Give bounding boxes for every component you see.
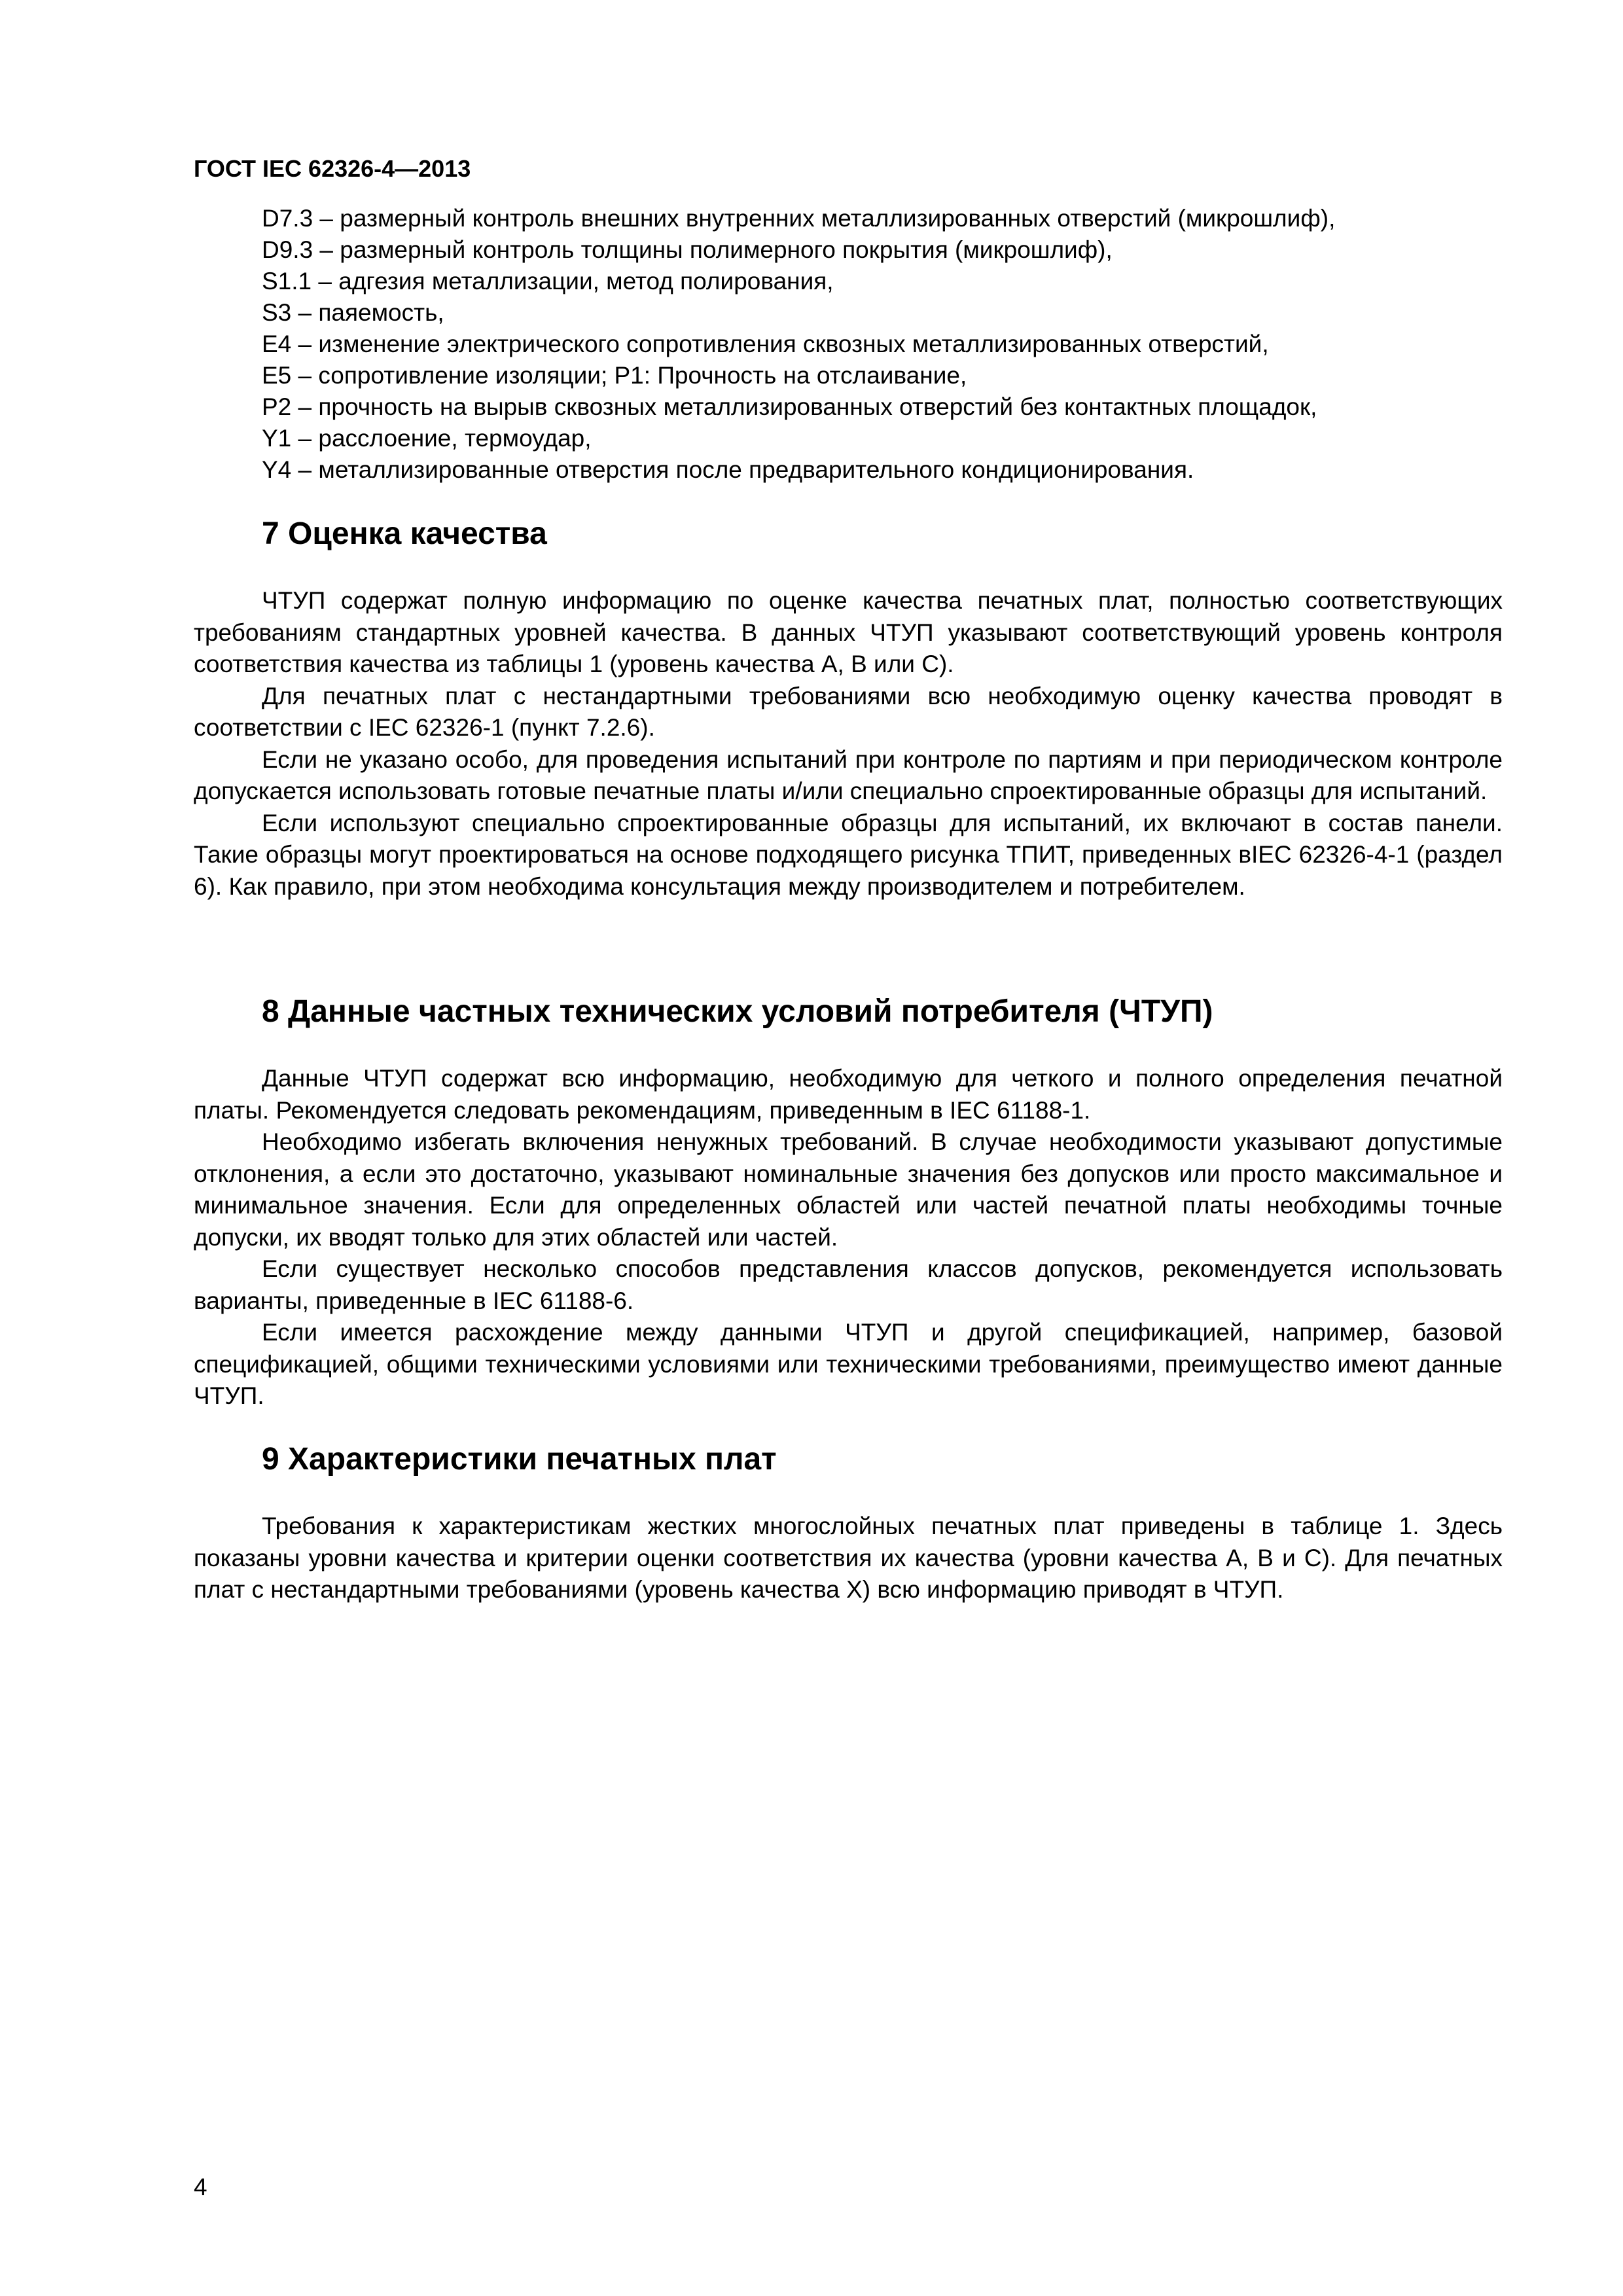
list-item: Y4 – металлизированные отверстия после предварительного кондиционирования. <box>262 456 1194 483</box>
test-method-list <box>194 203 1496 486</box>
section-heading: 9 Характеристики печатных плат <box>262 1442 777 1477</box>
section-heading: 7 Оценка качества <box>262 516 547 551</box>
paragraph: Если не указано особо, для проведения испытаний при контроле по партиям и при периодическом контроле допускается использовать готовые печатные платы и/или специально спроектированные образцы для испытаний. <box>194 745 1503 804</box>
list-item: E5 – сопротивление изоляции; P1: Прочность на отслаивание, <box>262 362 967 389</box>
list-item: D7.3 – размерный контроль внешних внутренних металлизированных отверстий (микрошлиф), <box>262 205 1336 232</box>
list-item: Y1 – расслоение, термоудар, <box>262 425 592 452</box>
section-7 <box>194 514 1503 903</box>
list-item: E4 – изменение электрического сопротивления сквозных металлизированных отверстий, <box>262 331 1269 357</box>
list-item: S3 – паяемость, <box>262 299 444 326</box>
paragraph: Данные ЧТУП содержат всю информацию, необходимую для четкого и полного определения печатной платы. Рекомендуется следовать рекомендациям, приведенным в IEC 61188-1. <box>194 1065 1503 1124</box>
list-item: D9.3 – размерный контроль толщины полимерного покрытия (микрошлиф), <box>262 236 1113 263</box>
paragraph: Если используют специально спроектированные образцы для испытаний, их включают в состав панели. Такие образцы могут проектироваться на основе подходящего рисунка ТПИТ, приведенных вIEC 62326-4-1 (раздел 6). Как правило, при этом необходима консультация между производителем и потребителем. <box>194 809 1503 900</box>
document-header: ГОСТ IEC 62326-4—2013 <box>194 155 471 182</box>
section-8 <box>194 992 1503 1412</box>
paragraph: ЧТУП содержат полную информацию по оценке качества печатных плат, полностью соответствующих требованиям стандартных уровней качества. В данных ЧТУП указывают соответствующий уровень контроля соответствия качества из таблицы 1 (уровень качества А, В или С). <box>194 587 1503 677</box>
paragraph: Необходимо избегать включения ненужных требований. В случае необходимости указывают допустимые отклонения, а если это достаточно, указывают номинальные значения без допусков или просто максимальное и минимальное значения. Если для определенных областей или частей печатной платы необходимы точные допуски, их вводят только для этих областей или частей. <box>194 1128 1503 1251</box>
page-number: 4 <box>194 2174 207 2200</box>
list-item: S1.1 – адгезия металлизации, метод полирования, <box>262 268 834 295</box>
section-heading: 8 Данные частных технических условий потребителя (ЧТУП) <box>262 994 1213 1029</box>
section-9 <box>194 1440 1503 1606</box>
paragraph: Для печатных плат с нестандартными требованиями всю необходимую оценку качества проводят в соответствии с IEC 62326-1 (пункт 7.2.6). <box>194 682 1503 741</box>
paragraph: Требования к характеристикам жестких многослойных печатных плат приведены в таблице 1. Здесь показаны уровни качества и критерии оценки соответствия их качества (уровни качества А, В и С). Для печатных плат с нестандартными требованиями (уровень качества X) всю информацию приводят в ЧТУП. <box>194 1513 1503 1603</box>
list-item: P2 – прочность на вырыв сквозных металлизированных отверстий без контактных площадок, <box>262 393 1317 420</box>
paragraph: Если существует несколько способов представления классов допусков, рекомендуется использовать варианты, приведенные в IEC 61188-6. <box>194 1255 1503 1314</box>
paragraph: Если имеется расхождение между данными ЧТУП и другой спецификацией, например, базовой спецификацией, общими техническими условиями или техническими требованиями, преимущество имеют данные ЧТУП. <box>194 1319 1503 1409</box>
